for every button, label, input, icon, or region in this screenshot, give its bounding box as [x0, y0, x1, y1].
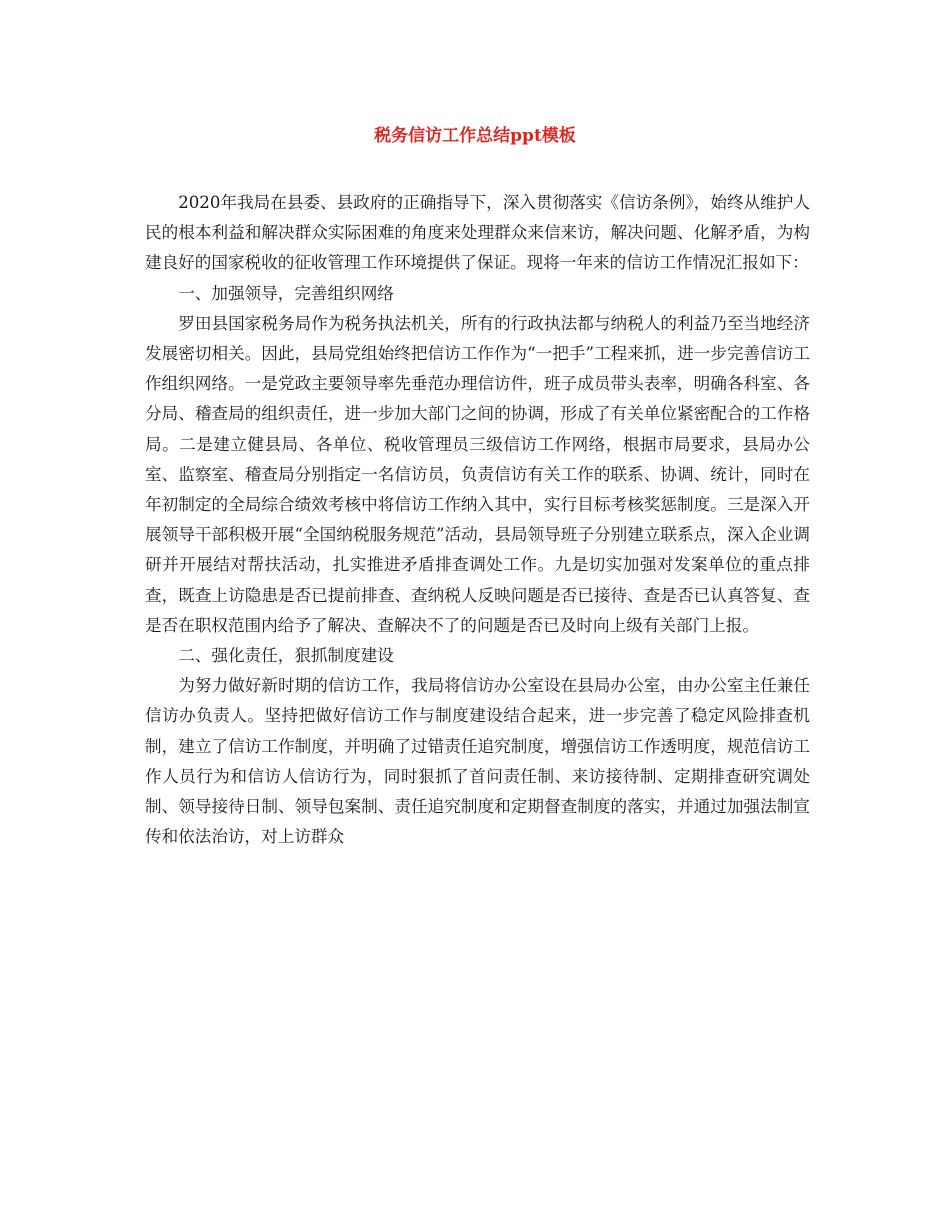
paragraph-section-1: 罗田县国家税务局作为税务执法机关，所有的行政执法都与纳税人的利益乃至当地经济发展密切相关。因此，县局党组始终把信访工作作为“一把手”工程来抓，进一步完善信访工作组织网络。一是党政主要领导率先垂范办理信访件，班子成员带头表率，明确各科室、各分局、稽查局的组织责任，进一步加大部门之间的协调，形成了有关单位紧密配合的工作格局。二是建立健县局、各单位、税收管理员三级信访工作网络，根据市局要求，县局办公室、监察室、稽查局分别指定一名信访员，负责信访有关工作的联系、协调、统计，同时在年初制定的全局综合绩效考核中将信访工作纳入其中，实行目标考核奖惩制度。三是深入开展领导干部积极开展“全国纳税服务规范”活动，县局领导班子分别建立联系点，深入企业调研并开展结对帮扶活动，扎实推进矛盾排查调处工作。九是切实加强对发案单位的重点排查，既查上访隐患是否已提前排查、查纳税人反映问题是否已接待、查是否已认真答复、查是否在职权范围内给予了解决、查解决不了的问题是否已及时向上级有关部门上报。 — [145, 313, 810, 635]
section-heading-2: 二、强化责任，狠抓制度建设 — [178, 646, 394, 666]
document-body — [145, 188, 810, 852]
paragraph-section-2: 为努力做好新时期的信访工作，我局将信访办公室设在县局办公室，由办公室主任兼任信访办负责人。坚持把做好信访工作与制度建设结合起来，进一步完善了稳定风险排查机制，建立了信访工作制度，并明确了过错责任追究制度，增强信访工作透明度，规范信访工作人员行为和信访人信访行为，同时狠抓了首问责任制、来访接待制、定期排查研究调处制、领导接待日制、领导包案制、责任追究制度和定期督查制度的落实，并通过加强法制宣传和依法治访，对上访群众 — [145, 676, 810, 847]
section-heading-1: 一、加强领导，完善组织网络 — [178, 283, 394, 303]
document-title: 税务信访工作总结ppt模板 — [374, 126, 576, 146]
paragraph-intro: 2020年我局在县委、县政府的正确指导下，深入贯彻落实《信访条例》，始终从维护人民的根本利益和解决群众实际困难的角度来处理群众来信来访，解决问题、化解矛盾，为构建良好的国家税收的征收管理工作环境提供了保证。现将一年来的信访工作情况汇报如下： — [145, 193, 810, 273]
